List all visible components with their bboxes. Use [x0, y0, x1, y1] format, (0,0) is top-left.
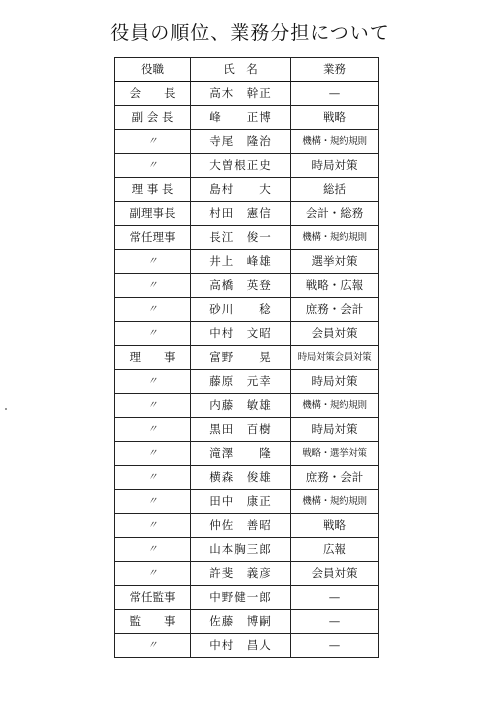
cell-name: 寺尾 隆治	[191, 130, 291, 154]
cell-duty: 時局対策	[291, 154, 379, 178]
cell-duty: 会員対策	[291, 322, 379, 346]
table-row	[115, 370, 379, 394]
cell-duty: 庶務・会計	[291, 298, 379, 322]
cell-duty: 戦略・選挙対策	[291, 442, 379, 466]
table-row	[115, 610, 379, 634]
column-header-duty: 業務	[291, 58, 379, 82]
cell-role: 〃	[115, 442, 191, 466]
cell-role: 〃	[115, 130, 191, 154]
cell-role: 副理事長	[115, 202, 191, 226]
cell-role: 〃	[115, 154, 191, 178]
cell-name: 村田 憲信	[191, 202, 291, 226]
page-title: 役員の順位、業務分担について	[110, 22, 390, 44]
cell-name: 藤原 元幸	[191, 370, 291, 394]
table-row	[115, 538, 379, 562]
cell-role: 〃	[115, 538, 191, 562]
cell-role: 常任理事	[115, 226, 191, 250]
cell-duty: —	[291, 634, 379, 658]
cell-duty: 機構・規約規則	[291, 226, 379, 250]
cell-name: 滝澤 隆	[191, 442, 291, 466]
cell-name: 横森 俊雄	[191, 466, 291, 490]
column-header-role: 役職	[115, 58, 191, 82]
cell-name: 山本胸三郎	[191, 538, 291, 562]
cell-duty: 広報	[291, 538, 379, 562]
cell-name: 中野健一郎	[191, 586, 291, 610]
cell-name: 峰 正博	[191, 106, 291, 130]
cell-name: 内藤 敏雄	[191, 394, 291, 418]
cell-role: 副 会 長	[115, 106, 191, 130]
cell-name: 仲佐 善昭	[191, 514, 291, 538]
cell-name: 黒田 百樹	[191, 418, 291, 442]
table-row	[115, 490, 379, 514]
cell-duty: —	[291, 586, 379, 610]
cell-name: 高木 幹正	[191, 82, 291, 106]
cell-role: 〃	[115, 514, 191, 538]
table-row	[115, 106, 379, 130]
table-row	[115, 466, 379, 490]
table-row	[115, 442, 379, 466]
cell-role: 〃	[115, 466, 191, 490]
table-header-row	[115, 58, 379, 82]
cell-name: 許斐 義彦	[191, 562, 291, 586]
cell-role: 〃	[115, 562, 191, 586]
table-row	[115, 226, 379, 250]
cell-name: 井上 峰雄	[191, 250, 291, 274]
cell-role: 〃	[115, 298, 191, 322]
table-row	[115, 178, 379, 202]
table-row	[115, 562, 379, 586]
cell-duty: —	[291, 82, 379, 106]
cell-duty: 会員対策	[291, 562, 379, 586]
column-header-name: 氏 名	[191, 58, 291, 82]
cell-duty: 戦略	[291, 514, 379, 538]
table-body	[115, 82, 379, 658]
table-row	[115, 322, 379, 346]
table-row	[115, 586, 379, 610]
table-row	[115, 82, 379, 106]
table-row	[115, 130, 379, 154]
cell-role: 〃	[115, 490, 191, 514]
cell-role: 〃	[115, 394, 191, 418]
cell-role: 常任監事	[115, 586, 191, 610]
cell-role: 〃	[115, 634, 191, 658]
cell-duty: 会計・総務	[291, 202, 379, 226]
cell-duty: —	[291, 610, 379, 634]
cell-duty: 時局対策	[291, 418, 379, 442]
table-row	[115, 250, 379, 274]
cell-duty: 時局対策会員対策	[291, 346, 379, 370]
table-row	[115, 154, 379, 178]
cell-name: 砂川 稔	[191, 298, 291, 322]
cell-role: 〃	[115, 370, 191, 394]
cell-name: 島村 大	[191, 178, 291, 202]
cell-role: 理 事 長	[115, 178, 191, 202]
cell-role: 〃	[115, 322, 191, 346]
table-row	[115, 202, 379, 226]
cell-duty: 機構・規約規則	[291, 130, 379, 154]
cell-role: 監 事	[115, 610, 191, 634]
cell-name: 長江 俊一	[191, 226, 291, 250]
table-row	[115, 298, 379, 322]
table-row	[115, 274, 379, 298]
cell-name: 中村 昌人	[191, 634, 291, 658]
table-row	[115, 514, 379, 538]
scan-speck	[5, 408, 7, 410]
cell-name: 佐藤 博嗣	[191, 610, 291, 634]
table-row	[115, 634, 379, 658]
cell-role: 〃	[115, 274, 191, 298]
cell-name: 中村 文昭	[191, 322, 291, 346]
cell-duty: 選挙対策	[291, 250, 379, 274]
cell-duty: 庶務・会計	[291, 466, 379, 490]
cell-duty: 機構・規約規則	[291, 490, 379, 514]
cell-role: 〃	[115, 250, 191, 274]
officer-table	[114, 57, 379, 658]
table-row	[115, 346, 379, 370]
cell-duty: 戦略	[291, 106, 379, 130]
cell-name: 高橋 英登	[191, 274, 291, 298]
cell-role: 〃	[115, 418, 191, 442]
cell-role: 理 事	[115, 346, 191, 370]
cell-name: 田中 康正	[191, 490, 291, 514]
cell-name: 大曽根正史	[191, 154, 291, 178]
cell-duty: 時局対策	[291, 370, 379, 394]
table-row	[115, 418, 379, 442]
cell-name: 富野 晃	[191, 346, 291, 370]
cell-duty: 機構・規約規則	[291, 394, 379, 418]
table-row	[115, 394, 379, 418]
cell-duty: 総括	[291, 178, 379, 202]
cell-duty: 戦略・広報	[291, 274, 379, 298]
cell-role: 会 長	[115, 82, 191, 106]
